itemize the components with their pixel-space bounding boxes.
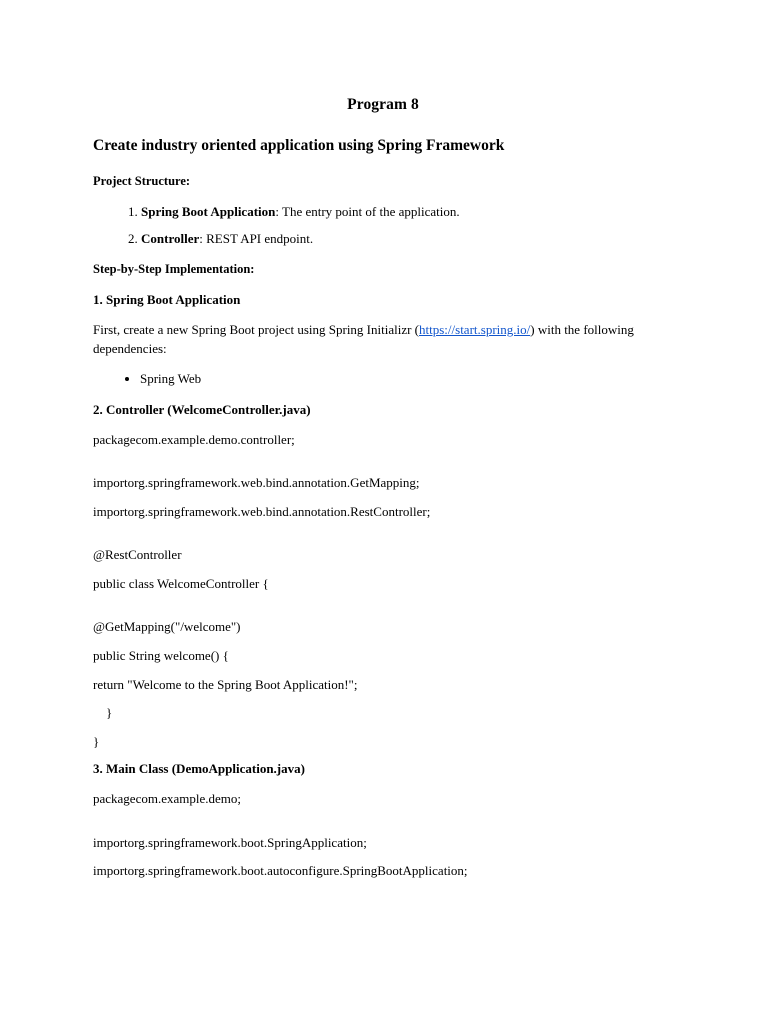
- spring-initializr-paragraph: [93, 321, 673, 359]
- code-line: return "Welcome to the Spring Boot Application!";: [93, 676, 358, 692]
- project-structure-label: Project Structure:: [93, 174, 191, 189]
- paragraph-text-before: First, create a new Spring Boot project using Spring Initializr (: [93, 322, 420, 338]
- list-item: • Spring Web: [140, 371, 673, 388]
- project-structure-list: [93, 204, 673, 248]
- code-blank-line: [93, 819, 673, 834]
- code-line: importorg.springframework.web.bind.annotation.RestController;: [93, 503, 431, 519]
- code-line: public String welcome() {: [93, 648, 229, 664]
- page-title: Program 8: [347, 96, 419, 113]
- list-item: [141, 204, 673, 221]
- code-blank-line: [93, 603, 673, 618]
- list-item-term: Spring Boot Application: [141, 204, 276, 220]
- code-line: }: [93, 733, 100, 749]
- code-line: importorg.springframework.boot.autoconfigure.SpringBootApplication;: [93, 863, 468, 879]
- section-2-heading: 2. Controller (WelcomeController.java): [93, 401, 311, 417]
- section-1-heading: 1. Spring Boot Application: [93, 292, 241, 308]
- code-line: packagecom.example.demo.controller;: [93, 431, 295, 447]
- code-blank-line: [93, 531, 673, 546]
- list-item-term: Controller: [141, 231, 200, 247]
- code-line: @RestController: [93, 547, 182, 563]
- code-line: packagecom.example.demo;: [93, 791, 241, 807]
- dependencies-list: [93, 371, 673, 388]
- code-blank-line: [93, 459, 673, 474]
- code-line: importorg.springframework.boot.SpringApplication;: [93, 834, 367, 850]
- code-line: }: [93, 705, 113, 721]
- code-line: @GetMapping("/welcome"): [93, 619, 241, 635]
- implementation-label: Step-by-Step Implementation:: [93, 262, 255, 277]
- list-item-desc: : REST API endpoint.: [199, 231, 314, 247]
- spring-initializr-link[interactable]: https://start.spring.io/: [419, 322, 531, 338]
- section-3-heading: 3. Main Class (DemoApplication.java): [93, 761, 305, 777]
- document-heading: Create industry oriented application using Spring Framework: [93, 137, 505, 154]
- code-line: importorg.springframework.web.bind.annotation.GetMapping;: [93, 475, 420, 491]
- paragraph-text-after: ) with the following dependencies:: [93, 322, 634, 356]
- list-item: [141, 231, 673, 248]
- code-line: public class WelcomeController {: [93, 575, 269, 591]
- list-item-desc: : The entry point of the application.: [275, 204, 460, 220]
